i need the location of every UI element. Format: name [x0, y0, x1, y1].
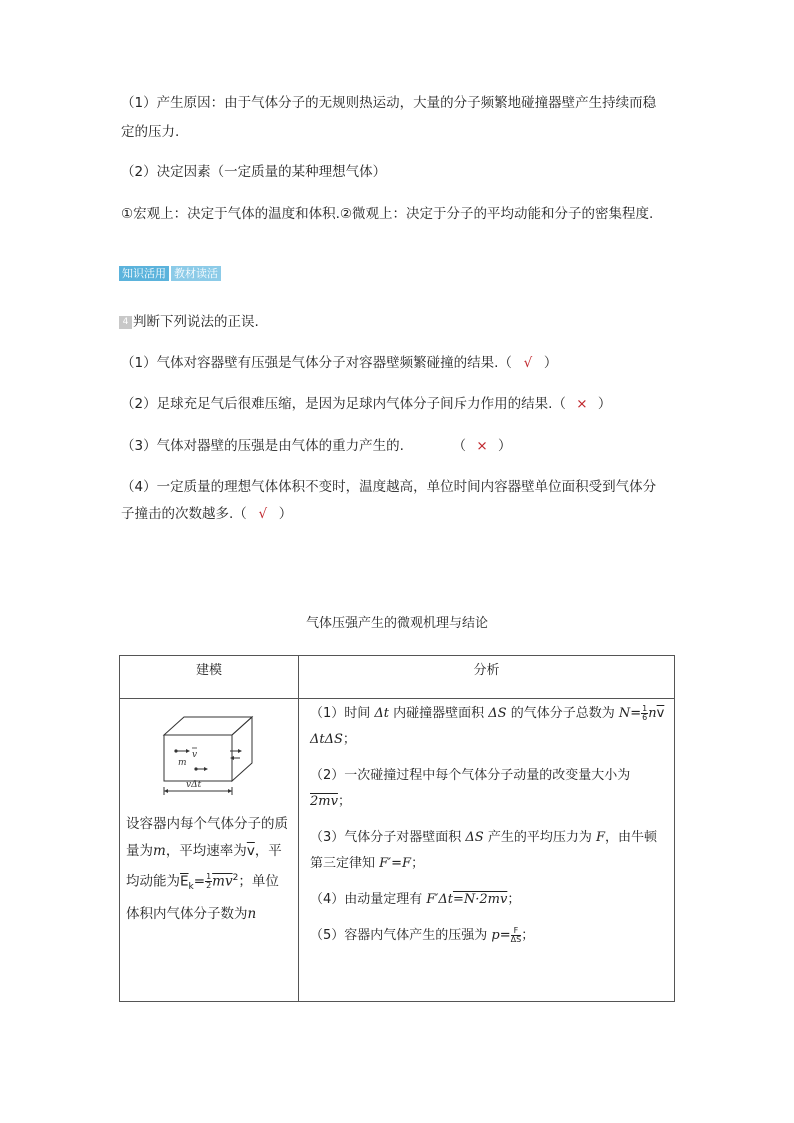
model-description: 设容器内每个气体分子的质量为m，平均速率为$\overline{v}$，平均动能为$\overline{E}_k=$ $\frac{1}{2}$ $\overline{mv}^2$；单位体积内气体分子数为n [126, 816, 288, 923]
section-tags [119, 266, 221, 281]
question-number-icon: 4 [119, 316, 132, 329]
q3-text: （3）气体对器壁的压强是由气体的重力产生的. [121, 438, 404, 454]
gas-container-diagram [126, 705, 286, 797]
half-fraction: $\frac{1}{2}$ [206, 872, 212, 890]
q4-text: 子撞击的次数越多.（ [121, 506, 247, 522]
table-header-row [120, 656, 675, 699]
q1-text: （1）气体对容器壁有压强是气体分子对容器壁频繁碰撞的结果.（ [121, 355, 512, 371]
exercise-q1 [121, 350, 557, 377]
exercise-q2 [121, 391, 611, 418]
tag-textbook-read: 教材读活 [171, 266, 221, 281]
analysis-step-4: （4）由动量定理有 F′Δt=N·2mv； [310, 892, 521, 907]
model-cell [120, 699, 299, 1002]
table-caption: 气体压强产生的微观机理与结论 [305, 616, 488, 631]
exercise-q4-line1: （4）一定质量的理想气体体积不变时，温度越高，单位时间内容器壁单位面积受到气体分 [121, 479, 657, 495]
analysis-step-5: （5）容器内气体产生的压强为 p= $\frac{F}{\Delta S}$ ； [310, 926, 535, 944]
exercise-q3 [121, 433, 511, 460]
diagram-mass-label: m [178, 758, 187, 768]
table-row [120, 699, 675, 1002]
header-model: 建模 [120, 656, 299, 699]
analysis-step-2: （2）一次碰撞过程中每个气体分子动量的改变量大小为 2mv； [310, 768, 631, 809]
q1-answer-check-icon: √ [523, 355, 533, 371]
q2-text: （2）足球充足气后很难压缩，是因为足球内气体分子间斥力作用的结果.（ [121, 396, 566, 412]
q4-answer-check-icon: √ [258, 506, 268, 522]
analysis-step-1: （1）时间 Δt 内碰撞器壁面积 ΔS 的气体分子总数为 N= $\frac{1}{6}$ $n\overline{v}$ ΔtΔS； [310, 704, 665, 747]
exercise-prompt [119, 309, 259, 336]
q1-close-paren: ） [543, 355, 558, 371]
exercise-q4-line2 [121, 501, 292, 528]
analysis-step-3: （3）气体分子对器壁面积 ΔS 产生的平均压力为 F，由牛顿第三定律知 F′=F； [310, 830, 658, 871]
intro-line-1: （1）产生原因：由于气体分子的无规则热运动，大量的分子频繁地碰撞器壁产生持续而稳 [121, 95, 657, 111]
sixth-fraction: $\frac{1}{6}$ [642, 704, 648, 722]
mechanism-table [119, 655, 675, 1002]
exercise-prompt-text: 判断下列说法的正误. [133, 314, 259, 330]
q3-close-paren: ） [497, 438, 512, 454]
q2-close-paren: ） [597, 396, 612, 412]
q3-open-paren: （ [452, 438, 466, 454]
header-analysis: 分析 [299, 656, 675, 699]
pressure-fraction: $\frac{F}{\Delta S}$ [510, 926, 522, 944]
q3-answer-cross-icon: × [476, 438, 488, 454]
diagram-velocity-label: v [192, 750, 198, 760]
intro-line-2: 定的压力. [121, 124, 180, 140]
analysis-cell [299, 699, 675, 1002]
diagram-width-label: vΔt [186, 780, 202, 790]
q4-close-paren: ） [278, 506, 293, 522]
tag-knowledge-apply: 知识活用 [119, 266, 169, 281]
intro-line-3: （2）决定因素（一定质量的某种理想气体） [121, 164, 387, 180]
q2-answer-cross-icon: × [576, 396, 588, 412]
intro-line-4: ①宏观上：决定于气体的温度和体积.②微观上：决定于分子的平均动能和分子的密集程度. [121, 206, 654, 222]
